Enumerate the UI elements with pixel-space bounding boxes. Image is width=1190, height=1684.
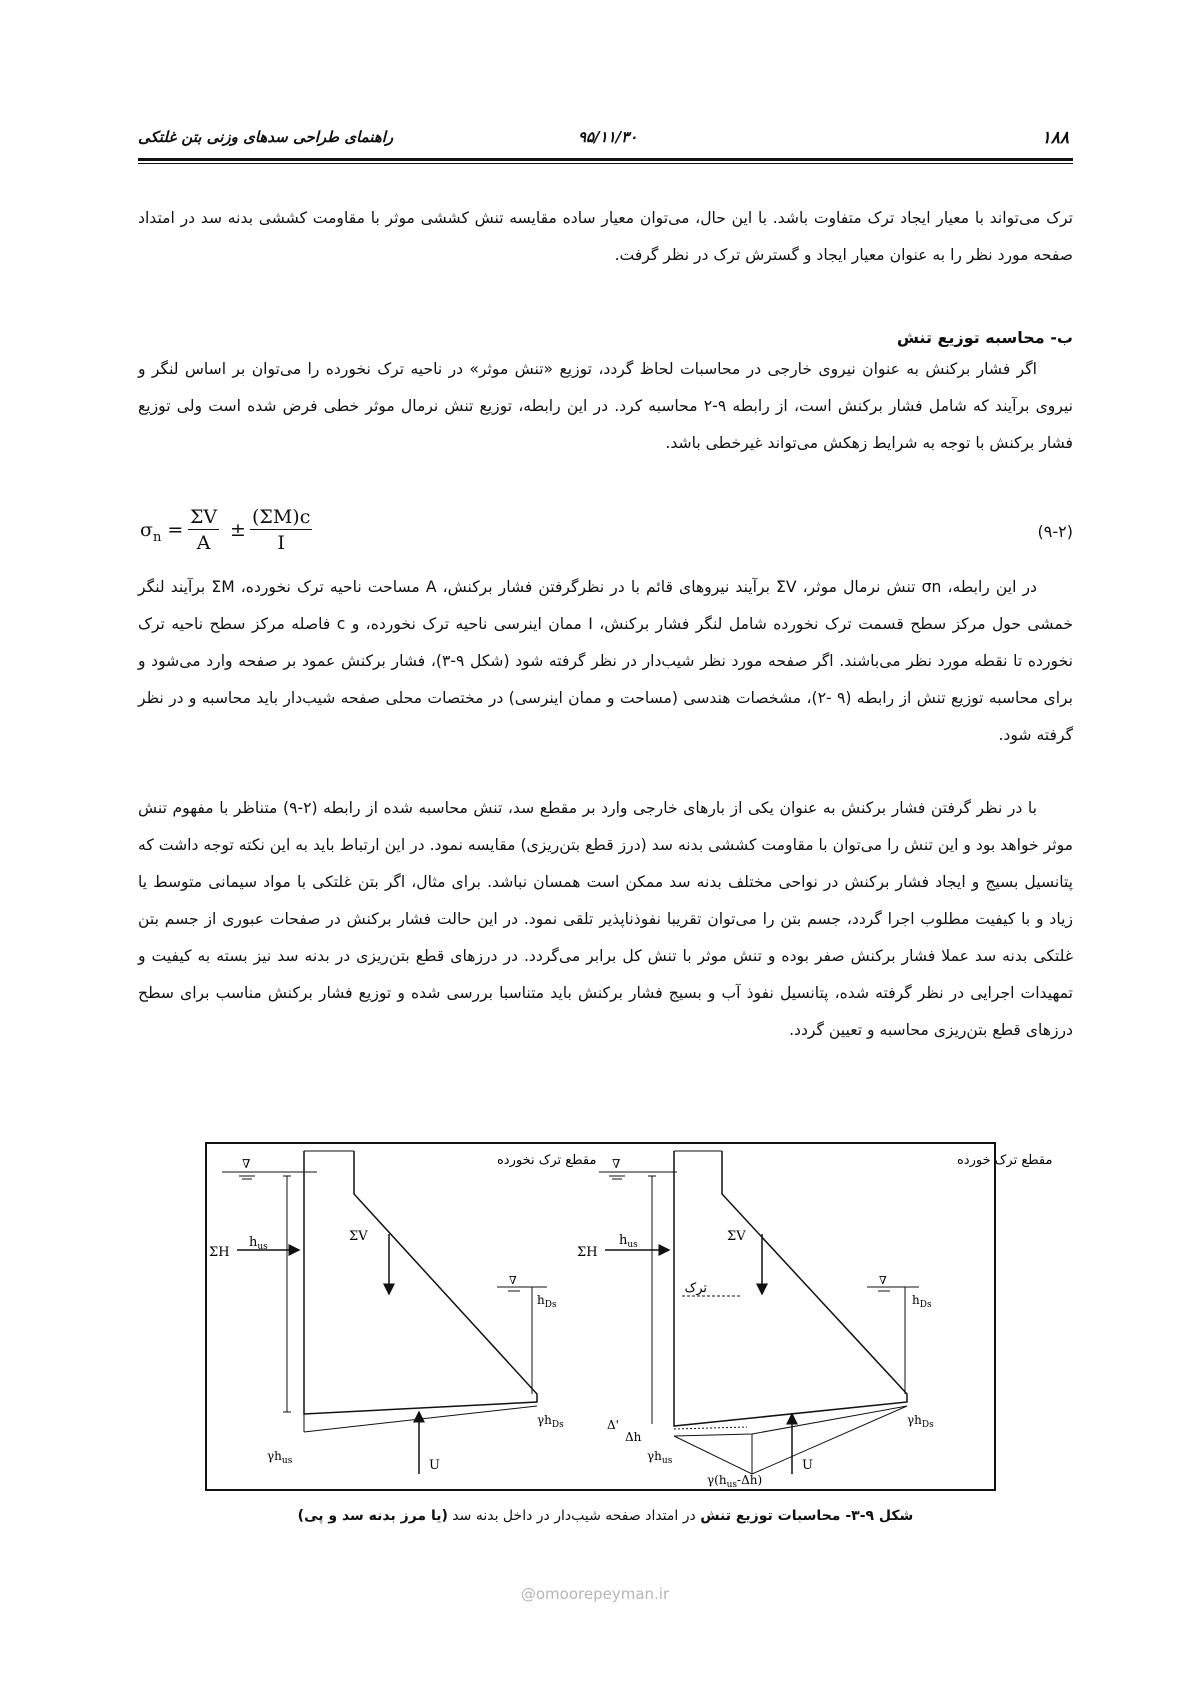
delta-prime-label: Δ' [607,1418,619,1432]
uplift-line [304,1406,537,1432]
u-label: U [429,1458,440,1473]
right-title: مقطع ترک خورده [957,1153,1053,1168]
svg-text:γhDs: $\gamma h_{Ds}$ [907,1413,934,1430]
hds-label: $h_{Ds}$ [537,1293,557,1310]
left-title: مقطع ترک نخورده [497,1153,597,1168]
dam-outline [304,1151,537,1414]
crack-label: ترک [684,1281,707,1296]
page-header [138,126,1073,152]
page-number: ۱۸۸ [1041,128,1069,148]
sum-h-label: ΣH [209,1245,230,1260]
paragraph-2: اگر فشار برکنش به عنوان نیروی خارجی در محاسبات لحاظ گردد، توزیع «تنش موثر» در ناحیه ترک نخورده را می‌توان بر اساس لنگر و نیروی برآیند که شامل فشار برکنش است، از رابطه ۹-۲ محاسبه کرد. در این رابطه، توزیع تنش نرمال موثر خطی فرض شده است ولی توزیع فشار برکنش با توجه به شرایط زهکش می‌تواند غیرخطی باشد. [138,360,1073,452]
ghus-dh-label: $\gamma(h_{us}-\Delta h)$ [707,1473,763,1490]
header-title: راهنمای طراحی سدهای وزنی بتن غلتکی [138,128,394,146]
plus-minus: ± [230,519,246,541]
svg-text:ΣH: ΣH [577,1245,598,1260]
equation-9-2 [140,505,340,565]
sigma-n: $\sigma_n$ = [140,519,184,545]
figure-drawing [207,1144,1053,1490]
cracked-section [577,1151,1052,1490]
dam-outline-2 [674,1151,907,1426]
paragraph-3: در این رابطه، σn تنش نرمال موثر، ΣV برآیند نیروهای قائم با در نظرگرفتن فشار برکنش، A مساحت ناحیه ترک نخورده، ΣM برآیند لنگر خمشی حول مرکز سطح قسمت ترک نخورده شامل لنگر فشار برکنش، I ممان اینرسی ناحیه ترک نخورده، و c فاصله مرکز سطح ناحیه ترک نخورده تا نقطه مورد نظر می‌باشند. اگر صفحه مورد نظر شیب‌دار در نظر گرفته شود (شکل ۹-۳)، فشار برکنش عمود بر صفحه وارد می‌شود و برای محاسبه توزیع تنش از رابطه (۹ -۲)، مشخصات هندسی (مساحت و ممان اینرسی) در مختصات محلی صفحه شیب‌دار باید محاسبه و در نظر گرفته شود. [138,578,1073,744]
fraction-2: $\frac{(\Sigma M)c}{I}$ [252,506,311,554]
water-symbol: ∇ [242,1157,251,1171]
fraction-1: $\frac{\Sigma V}{A}$ [190,506,218,554]
delta-h-label: Δh [625,1430,642,1444]
sum-v-label: ΣV [349,1229,368,1244]
crack-zone [674,1427,747,1429]
paragraph-1: ترک می‌تواند با معیار ایجاد ترک متفاوت باشد. با این حال، می‌توان معیار ساده مقایسه تنش کششی موثر با مقاومت کششی بدنه سد در امتداد صفحه مورد نظر را به عنوان معیار ایجاد و گسترش ترک در نظر گرفت. [138,209,1073,264]
header-date: ۹۵/۱۱/۳۰ [578,128,638,146]
svg-text:ΣV: ΣV [727,1229,746,1244]
svg-text:γhus: $\gamma h_{us}$ [647,1449,673,1466]
equation-number: (۹-۲) [1037,522,1073,541]
svg-text:∇: ∇ [612,1157,621,1171]
hus-label: $h_{us}$ [249,1235,268,1252]
footer-watermark: @omoorepeyman.ir [520,1585,670,1603]
svg-text:hDs: $h_{Ds}$ [912,1293,932,1310]
svg-text:∇: ∇ [879,1274,887,1287]
header-rule-thick [138,158,1073,161]
svg-text:∇: ∇ [509,1274,517,1287]
svg-text:hus: $h_{us}$ [619,1233,638,1250]
figure-caption: شکل ۹-۳- محاسبات توزیع تنش در امتداد صفحه شیب‌دار در داخل بدنه سد (یا مرز بدنه سد و پی) [297,1508,914,1524]
svg-text:U: U [802,1458,813,1473]
uncracked-section [209,1151,596,1474]
ghus-label: $\gamma h_{us}$ [267,1449,293,1466]
ghds-label: $\gamma h_{Ds}$ [537,1413,564,1430]
paragraph-4: با در نظر گرفتن فشار برکنش به عنوان یکی از بارهای خارجی وارد بر مقطع سد، تنش محاسبه شده از رابطه (۲-۹) متناظر با مفهوم تنش موثر خواهد بود و این تنش را می‌توان با مقاومت کششی بدنه سد (درز قطع بتن‌ریزی) مقایسه نمود. در این ارتباط باید به این نکته توجه داشت که پتانسیل بسیج و ایجاد فشار برکنش در نواحی مختلف بدنه سد ممکن است همسان نباشد. برای مثال، اگر بتن غلتکی با مواد سیمانی متوسط یا زیاد و با کیفیت مطلوب اجرا گردد، جسم بتن را می‌توان تقریبا نفوذناپذیر تلقی نمود. در این حالت فشار برکنش در صفحات عبوری از جسم بتن غلتکی بدنه سد عملا فشار برکنش صفر بوده و تنش موثر با تنش کل برابر می‌گردد. در درزهای قطع بتن‌ریزی در بدنه سد نیز بسته به کیفیت و تمهیدات اجرایی در نظر گرفته شده، پتانسیل نفوذ آب و بسیج فشار برکنش باید متناسبا بررسی شده و توزیع فشار برکنش مناسب برای سطح درزهای قطع بتن‌ریزی محاسبه و تعیین گردد. [138,799,1073,1039]
header-rule-thin [138,163,1073,164]
section-heading: ب- محاسبه توزیع تنش [896,328,1073,347]
figure-stress-distribution [205,1142,1053,1491]
